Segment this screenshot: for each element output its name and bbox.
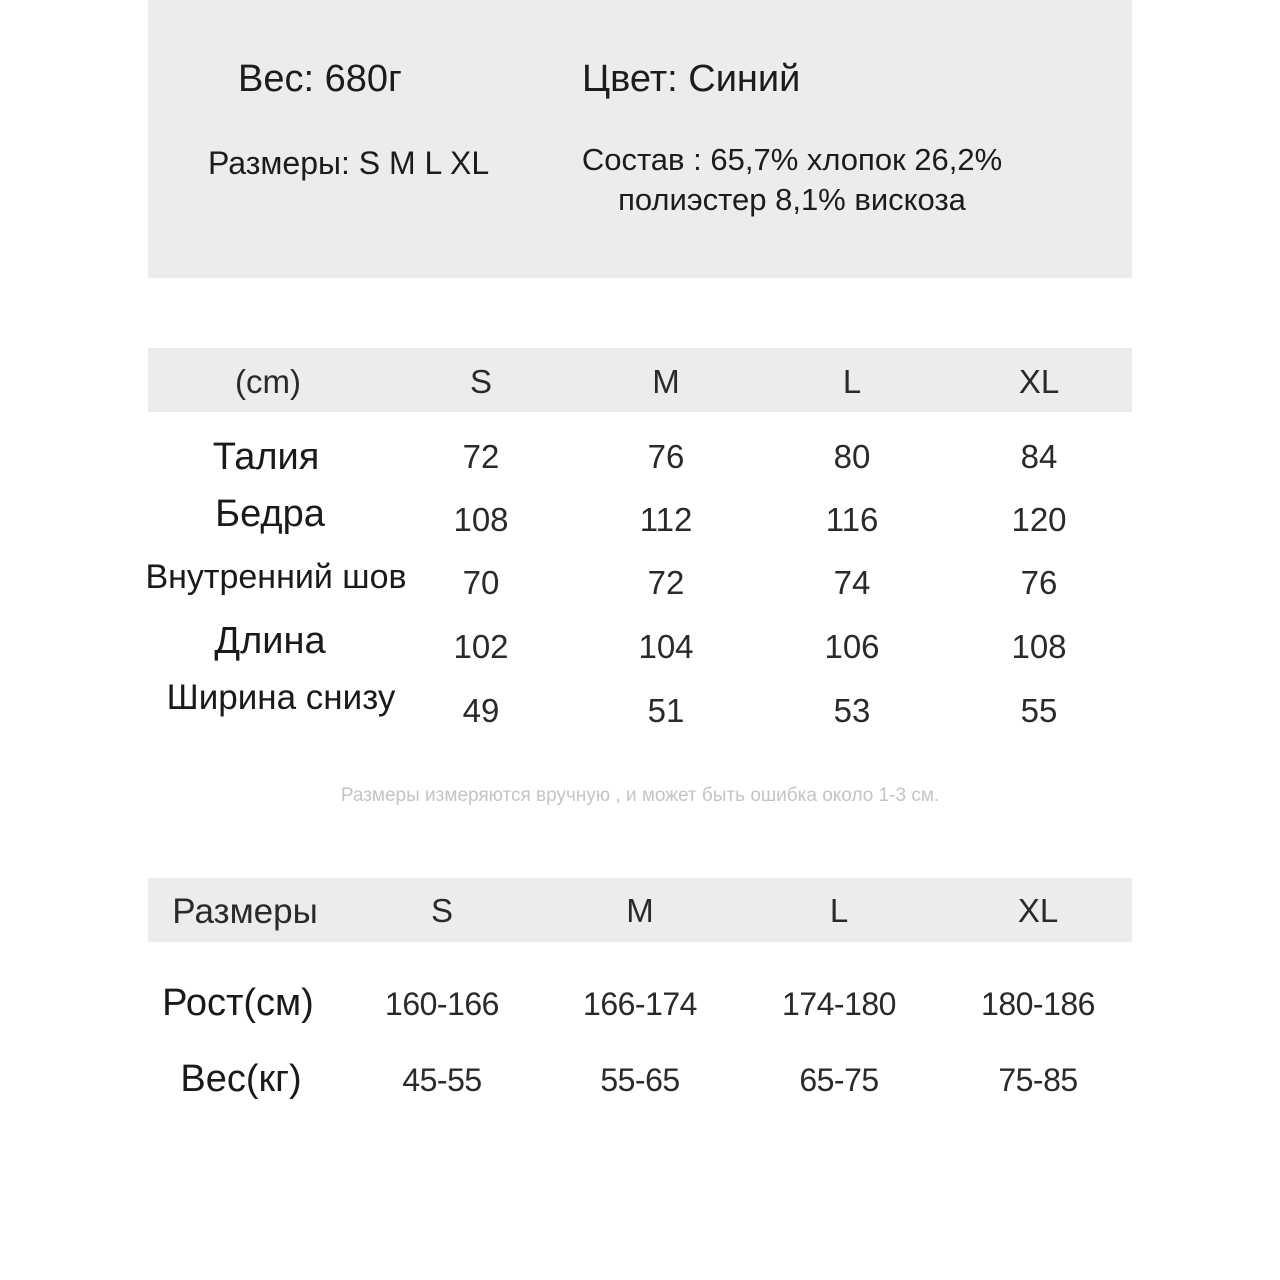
measurement-row-length [148,622,1132,682]
table-cell: 80 [833,438,871,475]
table-cell: 55 [1020,692,1058,729]
size-guide-table [148,878,1132,1100]
size-header-s: S [469,363,493,400]
table-cell: 166-174 [583,986,697,1022]
row-label: Талия [212,436,320,478]
measurement-row-hips [148,493,1132,553]
table-cell: 108 [453,501,509,538]
size-guide-row-weight [148,1058,1132,1118]
product-composition: Состав : 65,7% хлопок 26,2% полиэстер 8,1% вискоза [581,142,1003,217]
product-sizes: Размеры: S M L XL [208,145,490,181]
table-cell: 75-85 [998,1062,1078,1098]
row-label: Внутренний шов [145,558,407,596]
size-guide-header-label: Размеры [172,892,318,931]
size-header-s: S [430,892,454,929]
measurement-row-hem-width [148,680,1132,740]
size-header-m: M [652,363,680,400]
table-cell: 112 [639,501,693,538]
table-cell: 106 [824,628,880,665]
table-cell: 104 [638,628,694,665]
row-label: Вес(кг) [180,1058,302,1100]
table-cell: 65-75 [799,1062,879,1098]
size-guide-row-height [148,982,1132,1042]
product-color: Цвет: Синий [582,58,801,100]
table-cell: 108 [1011,628,1067,665]
table-cell: 174-180 [782,986,896,1022]
table-cell: 84 [1020,438,1058,475]
table-cell: 45-55 [402,1062,482,1098]
size-header-m: M [626,892,654,929]
size-guide-header [148,878,1132,942]
table-cell: 76 [1020,564,1058,601]
size-header-l: L [842,363,862,400]
table-cell: 72 [462,438,500,475]
row-label: Рост(см) [162,982,314,1024]
size-header-l: L [829,892,849,929]
table-cell: 102 [453,628,509,665]
table-cell: 180-186 [981,986,1095,1022]
row-label: Ширина снизу [166,678,396,717]
row-label: Длина [214,620,326,662]
measurement-note: Размеры измеряются вручную , и может быть ошибка около 1-3 см. [340,785,940,806]
table-cell: 53 [833,692,871,729]
measurements-table [145,348,1132,729]
table-cell: 120 [1011,501,1067,538]
unit-header: (cm) [235,363,301,400]
measurement-row-waist [148,436,1132,496]
size-header-xl: XL [1018,363,1060,400]
product-weight: Вес: 680г [238,58,402,100]
measurements-table-header [148,348,1132,412]
table-cell: 76 [647,438,685,475]
product-info-panel [148,0,1132,278]
table-cell: 70 [462,564,500,601]
size-header-xl: XL [1017,892,1059,929]
table-cell: 51 [647,692,685,729]
table-cell: 116 [825,501,879,538]
table-cell: 72 [647,564,685,601]
table-cell: 49 [462,692,500,729]
measurement-row-inseam [145,558,1132,620]
row-label: Бедра [215,493,325,535]
table-cell: 55-65 [600,1062,680,1098]
table-cell: 74 [833,564,871,601]
table-cell: 160-166 [385,986,499,1022]
